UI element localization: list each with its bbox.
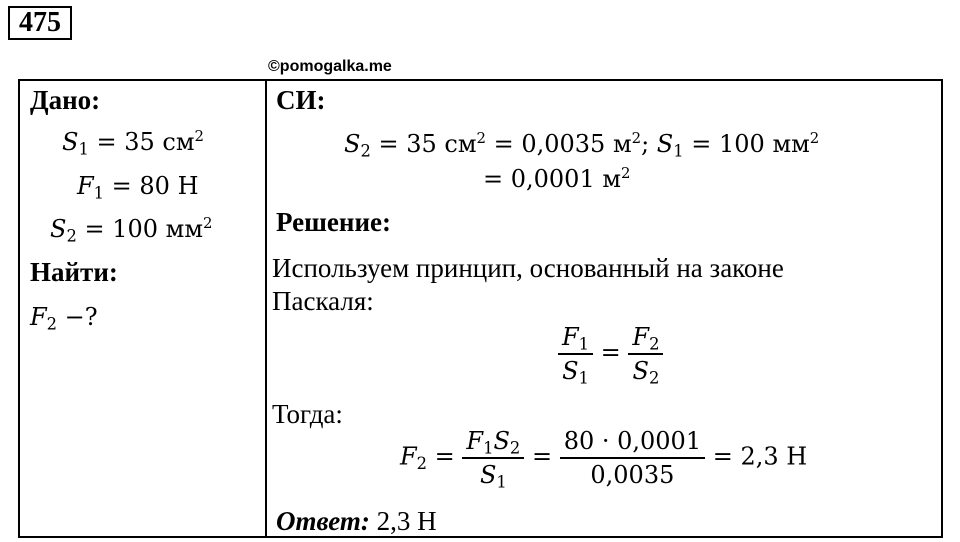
formula2-num-f-subscript: 1 [483, 438, 494, 458]
formula1-num1-subscript: 1 [578, 334, 590, 354]
formula1-den1-subscript: 1 [578, 368, 589, 388]
s1-unit-power: 2 [194, 127, 204, 146]
formula2-num-s-subscript: 2 [509, 438, 521, 458]
si-s2-value: = 35 см [370, 130, 477, 158]
problem-number: 475 [8, 6, 72, 40]
formula1-num1-symbol: F [562, 323, 579, 351]
si-s1-value: = 100 мм [683, 130, 810, 158]
f1-subscript: 1 [93, 183, 105, 203]
answer-value: 2,3 Н [369, 506, 437, 536]
solution-text-line-2: Паскаля: [272, 286, 374, 316]
si-s2-subscript: 2 [360, 141, 371, 161]
si-s2-power: 2 [476, 129, 486, 148]
fraction-f1-s1 [558, 323, 593, 388]
solution-heading: Решение: [276, 207, 391, 237]
formula2-num-s-symbol: S [493, 427, 510, 455]
formula2-numeric-numerator: 80 · 0,0001 [560, 427, 705, 459]
formula2-den-subscript: 1 [496, 472, 507, 492]
find-question: −? [57, 303, 98, 331]
si-s1-converted-power: 2 [621, 164, 631, 183]
given-heading: Дано: [30, 85, 101, 115]
formula1-num2-subscript: 2 [649, 334, 660, 354]
fraction-f1s2-s1 [462, 427, 524, 492]
formula1-equals: = [593, 338, 629, 367]
watermark: ©pomogalka.me [268, 58, 392, 75]
formula1-den2-subscript: 2 [648, 368, 660, 388]
s1-subscript: 1 [78, 139, 89, 159]
formula2-lhs-symbol: F [400, 442, 417, 471]
f1-symbol: F [77, 172, 94, 200]
formula2-numeric-denominator: 0,0035 [590, 461, 675, 489]
formula2-equals-1: = [427, 442, 463, 471]
si-s2-converted-power: 2 [631, 129, 642, 148]
formula1-den2-symbol: S [632, 357, 649, 385]
si-line-1 [344, 129, 820, 161]
s1-symbol: S [62, 128, 79, 156]
given-f1 [77, 172, 199, 203]
solution-table [18, 79, 943, 538]
s2-subscript: 2 [66, 226, 77, 246]
si-s1-subscript: 1 [673, 141, 684, 161]
si-s2-symbol: S [344, 130, 361, 158]
si-s1-symbol: S [656, 130, 674, 158]
then-label: Тогда: [272, 399, 343, 429]
si-line-2 [483, 165, 630, 193]
s1-value: = 35 см [88, 128, 195, 156]
answer-label: Ответ: [276, 506, 370, 536]
si-separator: ; [641, 130, 657, 158]
fraction-f2-s2 [628, 323, 663, 388]
si-s2-converted: = 0,0035 м [485, 130, 632, 158]
s2-unit-power: 2 [202, 214, 213, 233]
s2-symbol: S [50, 215, 67, 243]
answer-line [276, 506, 437, 537]
find-heading: Найти: [30, 257, 118, 287]
fraction-numeric [560, 427, 705, 489]
find-f2 [30, 303, 98, 334]
formula2-num-f-symbol: F [466, 427, 484, 455]
formula1-den1-symbol: S [562, 357, 579, 385]
formula2-lhs-subscript: 2 [416, 454, 428, 474]
result-formula [400, 427, 808, 492]
given-s1 [62, 127, 204, 159]
formula2-result: = 2,3 Н [705, 442, 808, 471]
formula2-equals-2: = [524, 442, 560, 471]
find-symbol: F [30, 303, 47, 331]
column-divider [265, 81, 267, 536]
si-s1-power: 2 [809, 129, 820, 148]
s2-value: = 100 мм [76, 215, 203, 243]
formula2-den-symbol: S [479, 461, 497, 489]
si-heading: СИ: [276, 85, 326, 115]
solution-text-line-1: Используем принцип, основанный на законе [272, 253, 784, 283]
given-s2 [50, 214, 213, 246]
si-s1-converted: = 0,0001 м [483, 165, 622, 193]
formula1-num2-symbol: F [632, 323, 650, 351]
f1-value: = 80 Н [104, 172, 199, 200]
find-subscript: 2 [46, 314, 58, 334]
pascal-formula [558, 323, 663, 388]
